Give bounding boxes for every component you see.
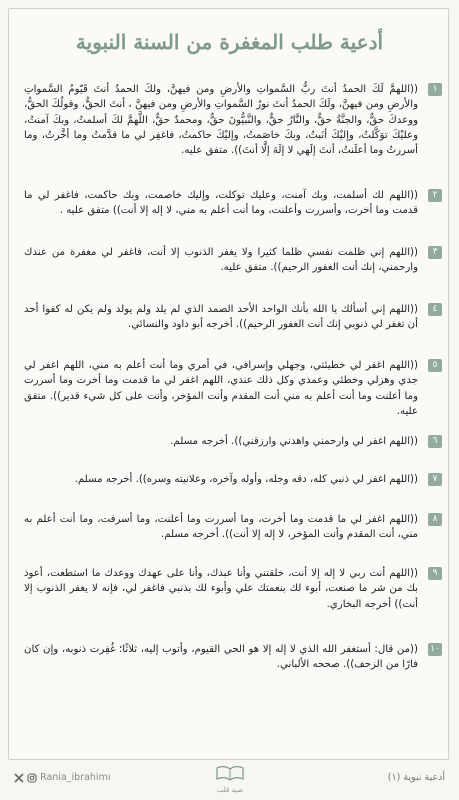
dua-item-4 [20,302,442,333]
dua-item-10 [20,642,442,673]
page-label: أدعية نبوية (١) [387,772,445,783]
item-number-badge: ٤ [428,303,442,316]
dua-text: ((اللهم إني ظلمت نفسي ظلما كثيرا ولا يغفر الذنوب إلا أنت، فاغفر لي مغفرة من عندك وارحمني، إنك أنت الغفور الرحيم)). متفق عليه. [24,247,418,274]
item-number-badge: ٥ [428,359,442,372]
dua-text: ((اللهم اغفر لي خطيئتي، وجهلي وإسرافي، في أمري وما أنت أعلم به مني، اللهم اغفر لي جدي وهزلي وخطئي وعمدي وكل ذلك عندي، اللهم اغفر لي ما قدمت وما أخرت وما أسررت وما أعلنت وما أنت أعلم به مني أنت المقدم وأنت المؤخر، وأنت على كل شيء قدير)). متفق عليه. [24,360,418,417]
dua-item-2 [20,188,442,219]
item-number-badge: ٩ [428,567,442,580]
dua-text: ((اللهم إني أسألك يا الله بأنك الواحد الأحد الصمد الذي لم يلد ولم يولد ولم يكن له كفوا أحد أن تغفر لي ذنوبي إنك أنت الغفور الرحيم)). أخرجه أبو داود والنسائي. [24,304,418,331]
dua-item-7 [20,472,442,487]
dua-item-8 [20,512,442,543]
instagram-icon [27,773,37,783]
dua-item-9 [20,566,442,612]
dua-text: ((اللهم اغفر لي وارحمني واهدني وارزقني)). أخرجه مسلم. [170,436,418,447]
page-title: أدعية طلب المغفرة من السنة النبوية [75,30,384,54]
item-number-badge: ١٠ [428,643,442,656]
footer [0,760,459,800]
item-number-badge: ٨ [428,513,442,526]
dua-text: ((اللهم اغفر لي ما قدمت وما أخرت، وما أسررت وما أعلنت، وما أسرفت، وما أنت أعلم به مني، أنت المقدم وأنت المؤخر، لا إله إلا أنت)). أخرجه مسلم. [24,514,418,541]
dua-text: ((اللهم اغفر لي ذنبي كله، دقه وجله، وأوله وآخره، وعلانيته وسره)). أخرجه مسلم. [74,474,418,485]
brand-text: صيد قلب [216,786,244,794]
item-number-badge: ١ [428,83,442,96]
dua-text: ((اللهم لك أسلمت، وبك آمنت، وعليك توكلت، وإليك خاصمت، وبك حاكمت، فاغفر لي ما قدمت وما أخرت، وأسررت وأعلنت، وما أنت أعلم به مني، لا إله إلا أنت)) متفق عليه . [24,190,418,217]
item-number-badge: ٦ [428,435,442,448]
item-number-badge: ٢ [428,189,442,202]
dua-item-1 [20,82,442,158]
dua-item-5 [20,358,442,419]
social-handle [14,772,110,783]
handle-text: Rania_ibrahimı [40,772,111,783]
dua-item-6 [20,434,442,449]
dua-text: ((اللهمَّ لَكَ الحمدُ أنتَ ربُّ السَّمواتِ والأرضِ ومن فيهنَّ، ولكَ الحمدُ أنتَ قَيّومُ السَّمواتِ والأرضِ ومن فيهنَّ، ولَكَ الحمدُ أنتَ نورُ السَّمواتِ والأرضِ ومن فيهنَّ ، أنتَ الحقُّ، وقولُكَ الحقُّ، ووعدكَ حقٌّ، والجنَّةُ حقٌّ، والنَّارُ حقٌّ، والنَّبيُّونَ حقٌّ، ومحمدٌ حقٌّ، اللَّهمَّ لكَ أسلمتُ، وبكَ آمنتُ، وعليْكَ توَكَّلتُ، وإليْكَ أنَبتُ، وبكَ خاصَمتُ، وإليْكَ حاكمتُ، فاغفِر لي ما قدَّمتُ وما أخَّرتُ، وما أسررتُ وما أعلَنتُ، أنتَ إلَهي لا إلَهَ إلَّا أنتَ)). متفق عليه. [24,84,418,157]
item-number-badge: ٣ [428,246,442,259]
item-number-badge: ٧ [428,473,442,486]
open-book-icon [215,764,245,782]
dua-text: ((اللهم أنت ربي لا إله إلا أنت، خلقتني وأنا عبدك، وأنا على عهدك ووعدك ما استطعت، أعوذ بك من شر ما صنعت، أبوء لك بنعمتك علي وأبوء لك بذنبي فاغفر لي، فإنه لا يغفر الذنوب إلا أنت)) أخرجه البخاري. [24,568,418,610]
x-logo-icon [14,773,24,783]
brand-logo [203,764,257,796]
dua-item-3 [20,245,442,276]
dua-text: ((من قال: أستغفر الله الذي لا إله إلا هو الحي القيوم، وأتوب إليه، ثلاثًا؛ غُفِرت ذنوبه، وإن كان فارًا من الزحف)). صححه الألباني. [24,644,418,671]
